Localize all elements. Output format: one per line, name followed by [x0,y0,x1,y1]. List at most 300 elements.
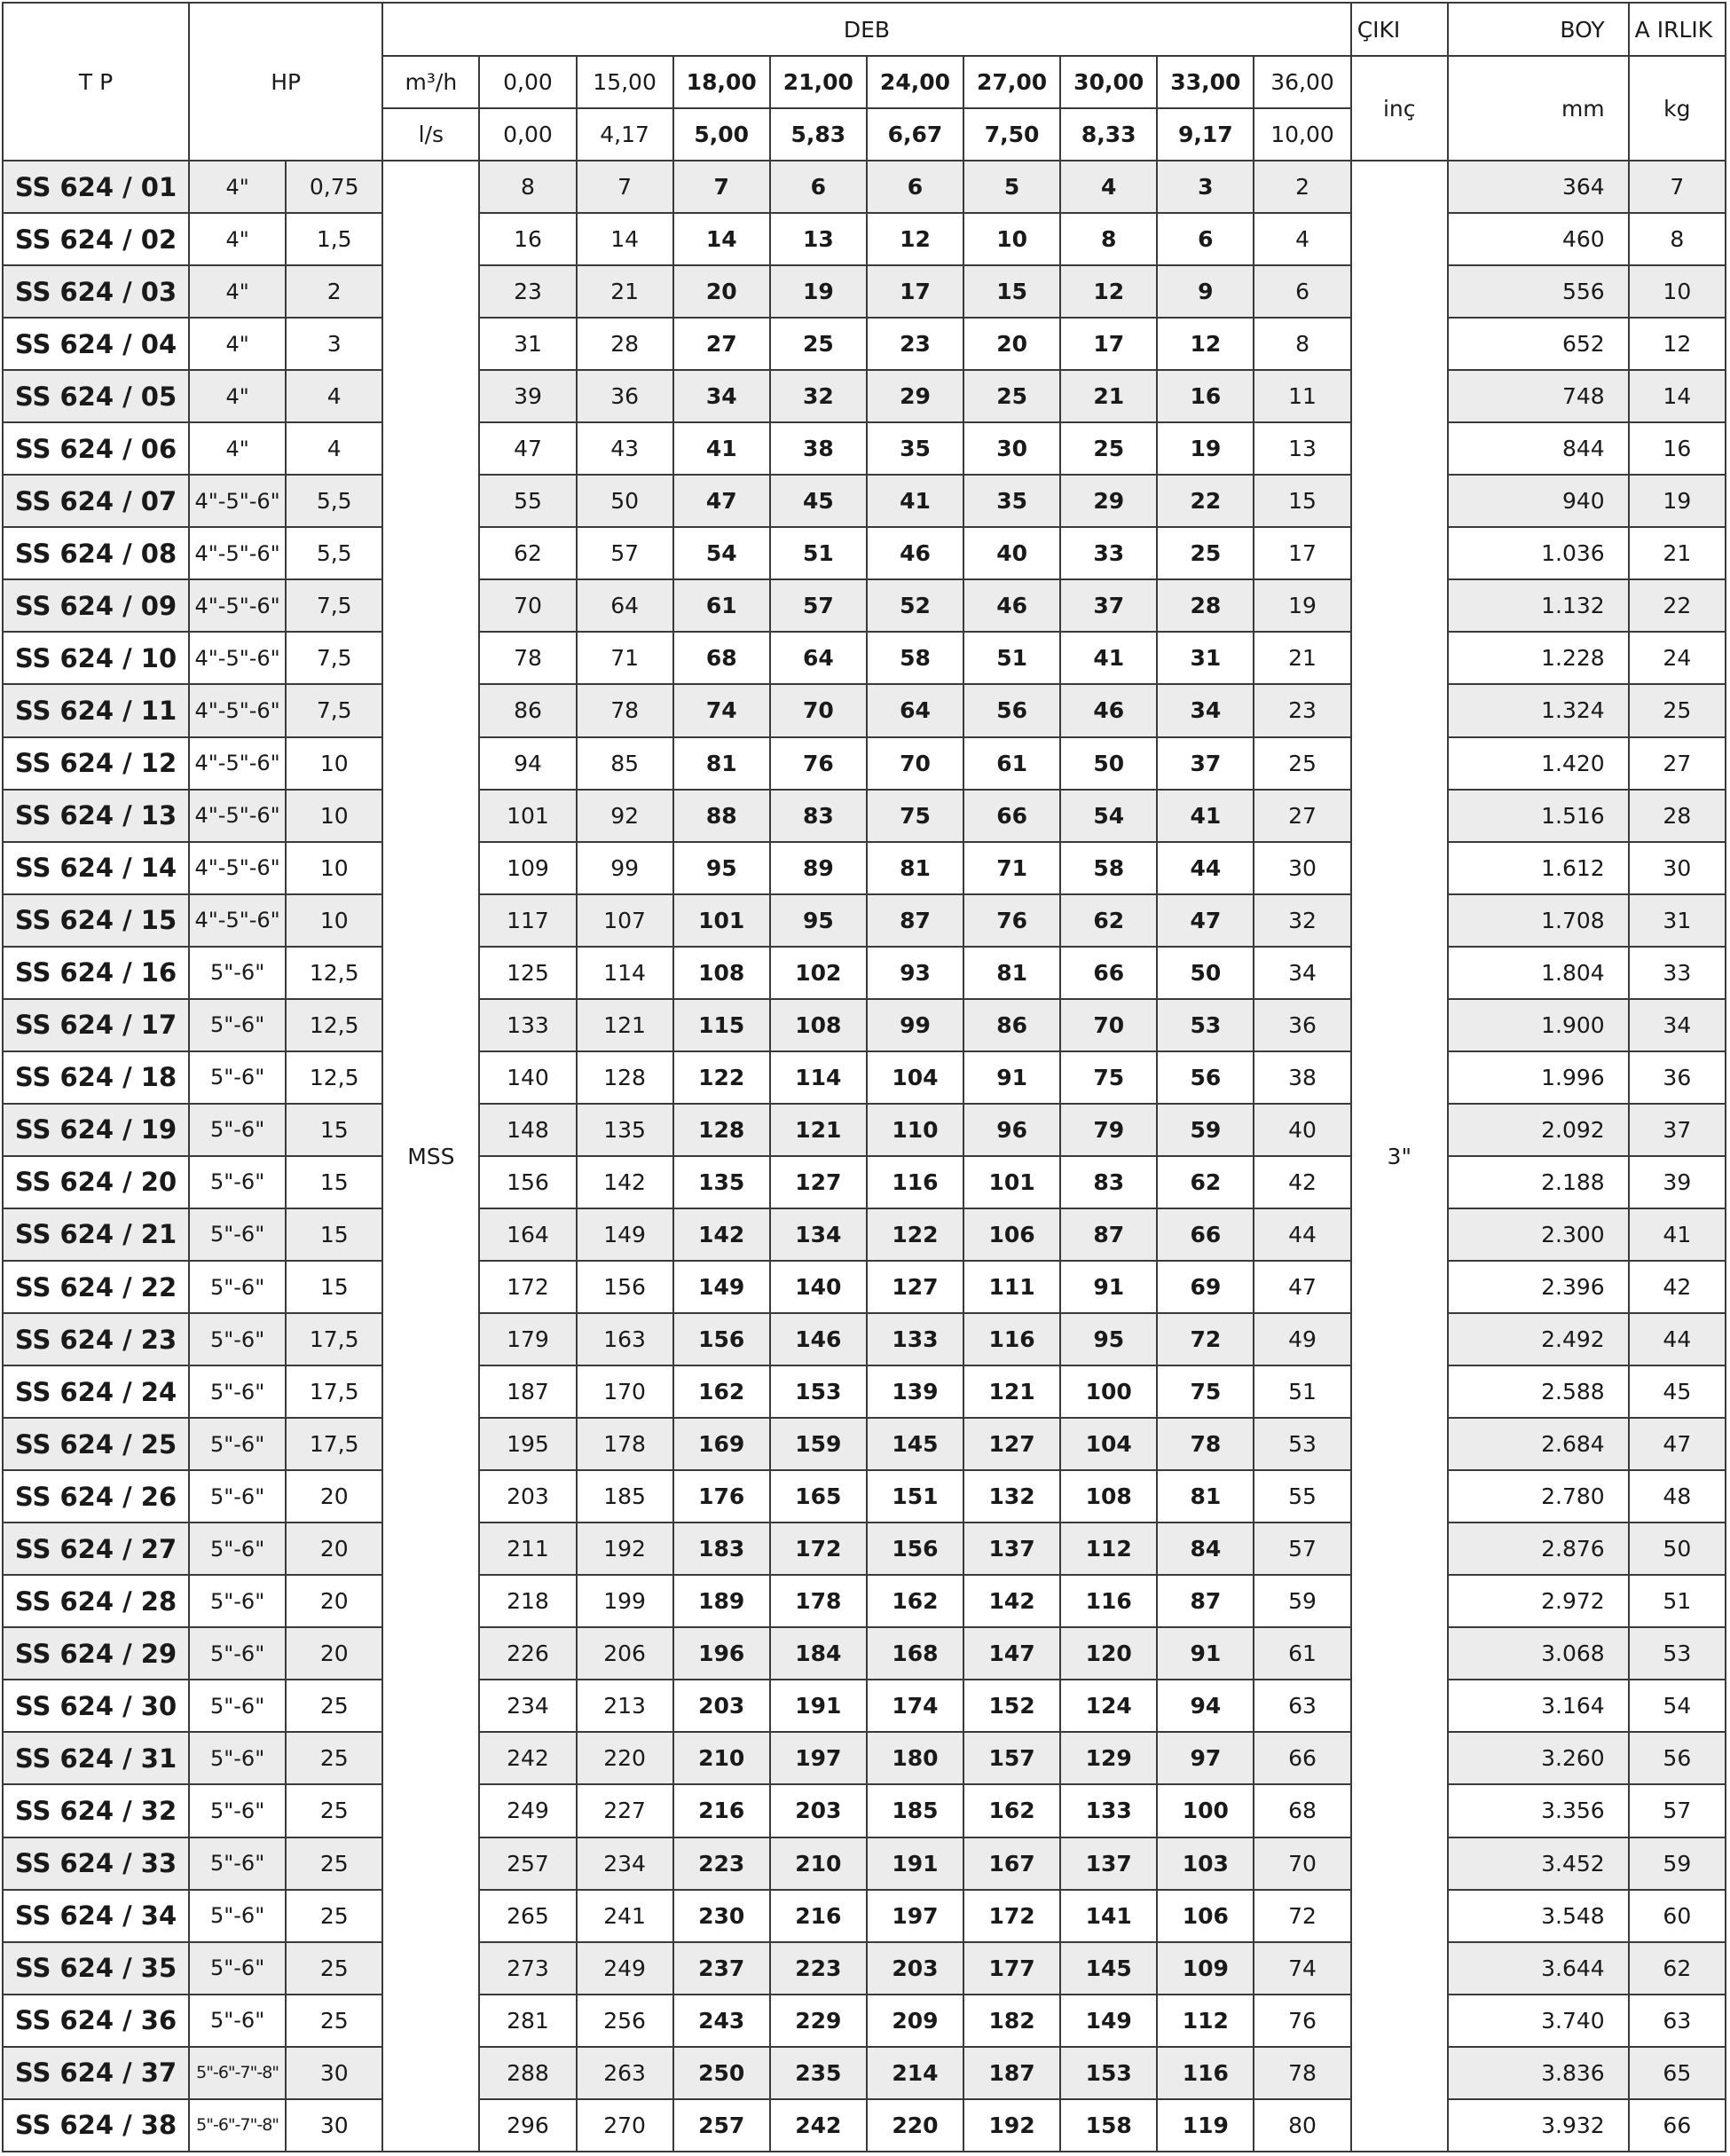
hp-cell: 12,5 [286,999,382,1051]
model-cell: SS 624 / 15 [3,894,189,947]
model-cell: SS 624 / 32 [3,1784,189,1837]
head-value-cell: 177 [963,1942,1060,1995]
hp-cell: 3 [286,318,382,370]
head-value-cell: 153 [1060,2047,1157,2099]
table-row [3,213,1726,265]
head-value-cell: 56 [963,684,1060,736]
head-value-cell: 273 [479,1942,576,1995]
hp-cell: 30 [286,2099,382,2152]
flow-m3h-value: 27,00 [963,56,1060,108]
head-value-cell: 13 [770,213,867,265]
head-value-cell: 159 [770,1418,867,1470]
head-value-cell: 28 [1157,579,1254,632]
head-value-cell: 70 [479,579,576,632]
length-cell: 2.972 [1448,1575,1629,1627]
head-value-cell: 44 [1157,842,1254,894]
table-row [3,684,1726,736]
head-value-cell: 64 [770,632,867,684]
head-value-cell: 134 [770,1208,867,1261]
model-cell: SS 624 / 11 [3,684,189,736]
head-value-cell: 172 [963,1890,1060,1942]
head-value-cell: 192 [963,2099,1060,2152]
header-kg-unit: kg [1629,56,1726,161]
head-value-cell: 95 [673,842,770,894]
head-value-cell: 35 [963,475,1060,527]
head-value-cell: 50 [1157,947,1254,999]
head-value-cell: 72 [1254,1890,1350,1942]
head-value-cell: 86 [963,999,1060,1051]
head-value-cell: 63 [1254,1680,1350,1732]
table-row [3,1680,1726,1732]
motor-size-cell: 5"-6" [189,947,286,999]
head-value-cell: 197 [867,1890,963,1942]
head-value-cell: 242 [770,2099,867,2152]
weight-cell: 60 [1629,1890,1726,1942]
head-value-cell: 121 [963,1365,1060,1418]
head-value-cell: 12 [1157,318,1254,370]
head-value-cell: 184 [770,1627,867,1680]
head-value-cell: 58 [1060,842,1157,894]
table-row [3,894,1726,947]
head-value-cell: 39 [479,370,576,422]
hp-cell: 15 [286,1261,382,1313]
head-value-cell: 84 [1157,1523,1254,1575]
head-value-cell: 45 [770,475,867,527]
head-value-cell: 10 [963,213,1060,265]
length-cell: 844 [1448,422,1629,475]
weight-cell: 56 [1629,1732,1726,1784]
head-value-cell: 101 [673,894,770,947]
flow-ls-value: 0,00 [479,108,576,161]
head-value-cell: 183 [673,1523,770,1575]
table-row [3,1470,1726,1523]
head-value-cell: 133 [1060,1784,1157,1837]
head-value-cell: 234 [577,1837,673,1890]
head-value-cell: 108 [770,999,867,1051]
motor-size-cell: 4" [189,213,286,265]
header-m3h-label: m³/h [382,56,479,108]
motor-size-cell: 4"-5"-6" [189,475,286,527]
head-value-cell: 15 [1254,475,1350,527]
head-value-cell: 49 [1254,1313,1350,1365]
motor-size-cell: 5"-6" [189,1523,286,1575]
length-cell: 3.932 [1448,2099,1629,2152]
model-cell: SS 624 / 24 [3,1365,189,1418]
length-cell: 3.260 [1448,1732,1629,1784]
header-inch-unit: inç [1351,56,1448,161]
head-value-cell: 229 [770,1995,867,2047]
head-value-cell: 14 [577,213,673,265]
model-cell: SS 624 / 02 [3,213,189,265]
head-value-cell: 25 [1157,527,1254,579]
head-value-cell: 46 [963,579,1060,632]
head-value-cell: 87 [867,894,963,947]
head-value-cell: 250 [673,2047,770,2099]
head-value-cell: 19 [1157,422,1254,475]
table-row [3,318,1726,370]
head-value-cell: 87 [1157,1575,1254,1627]
head-value-cell: 46 [867,527,963,579]
head-value-cell: 108 [1060,1470,1157,1523]
length-cell: 1.228 [1448,632,1629,684]
head-value-cell: 101 [963,1156,1060,1208]
weight-cell: 41 [1629,1208,1726,1261]
head-value-cell: 296 [479,2099,576,2152]
pump-spec-table [2,2,1726,2152]
motor-size-cell: 4"-5"-6" [189,579,286,632]
hp-cell: 25 [286,1942,382,1995]
head-value-cell: 203 [867,1942,963,1995]
table-row [3,1418,1726,1470]
weight-cell: 24 [1629,632,1726,684]
head-value-cell: 76 [1254,1995,1350,2047]
head-value-cell: 44 [1254,1208,1350,1261]
head-value-cell: 5 [963,161,1060,213]
motor-size-cell: 4" [189,370,286,422]
head-value-cell: 47 [673,475,770,527]
motor-size-cell: 4" [189,161,286,213]
hp-cell: 20 [286,1470,382,1523]
weight-cell: 66 [1629,2099,1726,2152]
head-value-cell: 116 [963,1313,1060,1365]
head-value-cell: 142 [577,1156,673,1208]
head-value-cell: 23 [1254,684,1350,736]
head-value-cell: 40 [963,527,1060,579]
head-value-cell: 68 [673,632,770,684]
head-value-cell: 27 [1254,790,1350,842]
head-value-cell: 100 [1157,1784,1254,1837]
head-value-cell: 172 [479,1261,576,1313]
head-value-cell: 127 [867,1261,963,1313]
head-value-cell: 38 [1254,1051,1350,1104]
head-value-cell: 185 [577,1470,673,1523]
head-value-cell: 101 [479,790,576,842]
head-value-cell: 66 [1254,1732,1350,1784]
table-row [3,737,1726,790]
head-value-cell: 43 [577,422,673,475]
head-value-cell: 17 [1254,527,1350,579]
head-value-cell: 128 [673,1104,770,1156]
length-cell: 1.900 [1448,999,1629,1051]
head-value-cell: 257 [673,2099,770,2152]
motor-size-cell: 5"-6" [189,1418,286,1470]
head-value-cell: 3 [1157,161,1254,213]
table-row [3,1942,1726,1995]
table-row [3,1261,1726,1313]
head-value-cell: 106 [1157,1890,1254,1942]
length-cell: 3.548 [1448,1890,1629,1942]
head-value-cell: 95 [770,894,867,947]
length-cell: 1.612 [1448,842,1629,894]
head-value-cell: 125 [479,947,576,999]
motor-size-cell: 5"-6"-7"-8" [189,2099,286,2152]
weight-cell: 59 [1629,1837,1726,1890]
weight-cell: 12 [1629,318,1726,370]
motor-size-cell: 5"-6" [189,1680,286,1732]
hp-cell: 4 [286,370,382,422]
table-row [3,1732,1726,1784]
table-row [3,2047,1726,2099]
head-value-cell: 220 [577,1732,673,1784]
head-value-cell: 216 [770,1890,867,1942]
header-hp: HP [189,3,382,161]
flow-ls-value: 10,00 [1254,108,1350,161]
head-value-cell: 54 [673,527,770,579]
table-row [3,1104,1726,1156]
head-value-cell: 33 [1060,527,1157,579]
head-value-cell: 95 [1060,1313,1157,1365]
head-value-cell: 206 [577,1627,673,1680]
table-row [3,1575,1726,1627]
hp-cell: 20 [286,1523,382,1575]
table-row [3,999,1726,1051]
head-value-cell: 25 [963,370,1060,422]
weight-cell: 7 [1629,161,1726,213]
head-value-cell: 149 [673,1261,770,1313]
head-value-cell: 265 [479,1890,576,1942]
table-row [3,475,1726,527]
head-value-cell: 227 [577,1784,673,1837]
head-value-cell: 115 [673,999,770,1051]
head-value-cell: 112 [1157,1995,1254,2047]
flow-m3h-value: 33,00 [1157,56,1254,108]
head-value-cell: 64 [577,579,673,632]
head-value-cell: 172 [770,1523,867,1575]
head-value-cell: 20 [963,318,1060,370]
head-value-cell: 2 [1254,161,1350,213]
head-value-cell: 191 [770,1680,867,1732]
table-row [3,265,1726,318]
head-value-cell: 132 [963,1470,1060,1523]
hp-cell: 5,5 [286,527,382,579]
head-value-cell: 91 [1060,1261,1157,1313]
head-value-cell: 102 [770,947,867,999]
head-value-cell: 104 [867,1051,963,1104]
length-cell: 2.396 [1448,1261,1629,1313]
head-value-cell: 195 [479,1418,576,1470]
head-value-cell: 226 [479,1627,576,1680]
head-value-cell: 78 [1157,1418,1254,1470]
head-value-cell: 41 [673,422,770,475]
head-value-cell: 59 [1157,1104,1254,1156]
hp-cell: 7,5 [286,632,382,684]
head-value-cell: 230 [673,1890,770,1942]
motor-size-cell: 5"-6" [189,1942,286,1995]
head-value-cell: 94 [1157,1680,1254,1732]
hp-cell: 15 [286,1104,382,1156]
weight-cell: 33 [1629,947,1726,999]
weight-cell: 57 [1629,1784,1726,1837]
head-value-cell: 75 [867,790,963,842]
head-value-cell: 70 [770,684,867,736]
head-value-cell: 119 [1157,2099,1254,2152]
head-value-cell: 40 [1254,1104,1350,1156]
length-cell: 1.516 [1448,790,1629,842]
head-value-cell: 19 [1254,579,1350,632]
flow-ls-value: 8,33 [1060,108,1157,161]
head-value-cell: 210 [770,1837,867,1890]
table-row [3,370,1726,422]
head-value-cell: 146 [770,1313,867,1365]
table-row [3,1784,1726,1837]
head-value-cell: 34 [1254,947,1350,999]
head-value-cell: 127 [963,1418,1060,1470]
head-value-cell: 51 [963,632,1060,684]
head-value-cell: 23 [479,265,576,318]
length-cell: 652 [1448,318,1629,370]
header-flow: DEB [382,3,1350,56]
flow-m3h-value: 21,00 [770,56,867,108]
weight-cell: 21 [1629,527,1726,579]
length-cell: 3.068 [1448,1627,1629,1680]
length-cell: 1.132 [1448,579,1629,632]
table-row [3,1627,1726,1680]
length-cell: 1.420 [1448,737,1629,790]
head-value-cell: 55 [1254,1470,1350,1523]
hp-cell: 17,5 [286,1365,382,1418]
model-cell: SS 624 / 12 [3,737,189,790]
hp-cell: 25 [286,1995,382,2047]
head-value-cell: 68 [1254,1784,1350,1837]
head-value-cell: 34 [673,370,770,422]
head-value-cell: 81 [867,842,963,894]
head-value-cell: 62 [1157,1156,1254,1208]
table-row [3,1523,1726,1575]
motor-size-cell: 5"-6" [189,1995,286,2047]
head-value-cell: 31 [1157,632,1254,684]
model-cell: SS 624 / 37 [3,2047,189,2099]
weight-cell: 48 [1629,1470,1726,1523]
head-value-cell: 66 [1157,1208,1254,1261]
head-value-cell: 114 [770,1051,867,1104]
motor-size-cell: 5"-6" [189,1156,286,1208]
head-value-cell: 62 [1060,894,1157,947]
head-value-cell: 34 [1157,684,1254,736]
head-value-cell: 235 [770,2047,867,2099]
head-value-cell: 176 [673,1470,770,1523]
head-value-cell: 61 [673,579,770,632]
head-value-cell: 7 [577,161,673,213]
head-value-cell: 263 [577,2047,673,2099]
head-value-cell: 6 [770,161,867,213]
head-value-cell: 109 [479,842,576,894]
head-value-cell: 288 [479,2047,576,2099]
head-value-cell: 19 [770,265,867,318]
head-value-cell: 50 [577,475,673,527]
head-value-cell: 147 [963,1627,1060,1680]
model-cell: SS 624 / 29 [3,1627,189,1680]
head-value-cell: 116 [1157,2047,1254,2099]
flow-ls-value: 5,83 [770,108,867,161]
hp-cell: 15 [286,1208,382,1261]
head-value-cell: 249 [479,1784,576,1837]
head-value-cell: 117 [479,894,576,947]
head-value-cell: 38 [770,422,867,475]
length-cell: 3.740 [1448,1995,1629,2047]
head-value-cell: 129 [1060,1732,1157,1784]
weight-cell: 45 [1629,1365,1726,1418]
head-value-cell: 14 [673,213,770,265]
head-value-cell: 25 [770,318,867,370]
hp-cell: 25 [286,1732,382,1784]
head-value-cell: 25 [1254,737,1350,790]
head-value-cell: 133 [479,999,576,1051]
length-cell: 1.996 [1448,1051,1629,1104]
motor-size-cell: 4"-5"-6" [189,790,286,842]
head-value-cell: 140 [479,1051,576,1104]
head-value-cell: 242 [479,1732,576,1784]
motor-size-cell: 5"-6" [189,1104,286,1156]
weight-cell: 10 [1629,265,1726,318]
head-value-cell: 256 [577,1995,673,2047]
head-value-cell: 28 [577,318,673,370]
head-value-cell: 51 [1254,1365,1350,1418]
model-cell: SS 624 / 23 [3,1313,189,1365]
model-cell: SS 624 / 08 [3,527,189,579]
table-row [3,842,1726,894]
hp-cell: 17,5 [286,1418,382,1470]
head-value-cell: 163 [577,1313,673,1365]
head-value-cell: 42 [1254,1156,1350,1208]
head-value-cell: 165 [770,1470,867,1523]
head-value-cell: 53 [1157,999,1254,1051]
length-cell: 2.092 [1448,1104,1629,1156]
head-value-cell: 142 [673,1208,770,1261]
head-value-cell: 54 [1060,790,1157,842]
head-value-cell: 156 [673,1313,770,1365]
head-value-cell: 86 [479,684,576,736]
hp-cell: 10 [286,737,382,790]
length-cell: 2.300 [1448,1208,1629,1261]
head-value-cell: 94 [479,737,576,790]
model-cell: SS 624 / 20 [3,1156,189,1208]
motor-size-cell: 5"-6" [189,1784,286,1837]
head-value-cell: 199 [577,1575,673,1627]
weight-cell: 62 [1629,1942,1726,1995]
hp-cell: 7,5 [286,579,382,632]
header-weight: A IRLIK [1629,3,1726,56]
flow-ls-value: 5,00 [673,108,770,161]
head-value-cell: 121 [577,999,673,1051]
hp-cell: 25 [286,1890,382,1942]
motor-size-cell: 4" [189,318,286,370]
model-cell: SS 624 / 16 [3,947,189,999]
head-value-cell: 66 [1060,947,1157,999]
model-cell: SS 624 / 38 [3,2099,189,2152]
head-value-cell: 196 [673,1627,770,1680]
flow-ls-value: 9,17 [1157,108,1254,161]
head-value-cell: 58 [867,632,963,684]
head-value-cell: 55 [479,475,576,527]
length-cell: 3.644 [1448,1942,1629,1995]
head-value-cell: 151 [867,1470,963,1523]
head-value-cell: 137 [963,1523,1060,1575]
head-value-cell: 20 [673,265,770,318]
head-value-cell: 114 [577,947,673,999]
model-cell: SS 624 / 25 [3,1418,189,1470]
head-value-cell: 71 [963,842,1060,894]
head-value-cell: 149 [1060,1995,1157,2047]
head-value-cell: 189 [673,1575,770,1627]
head-value-cell: 36 [577,370,673,422]
head-value-cell: 156 [867,1523,963,1575]
head-value-cell: 12 [867,213,963,265]
head-value-cell: 178 [770,1575,867,1627]
head-value-cell: 30 [963,422,1060,475]
head-value-cell: 141 [1060,1890,1157,1942]
head-value-cell: 197 [770,1732,867,1784]
head-value-cell: 234 [479,1680,576,1732]
